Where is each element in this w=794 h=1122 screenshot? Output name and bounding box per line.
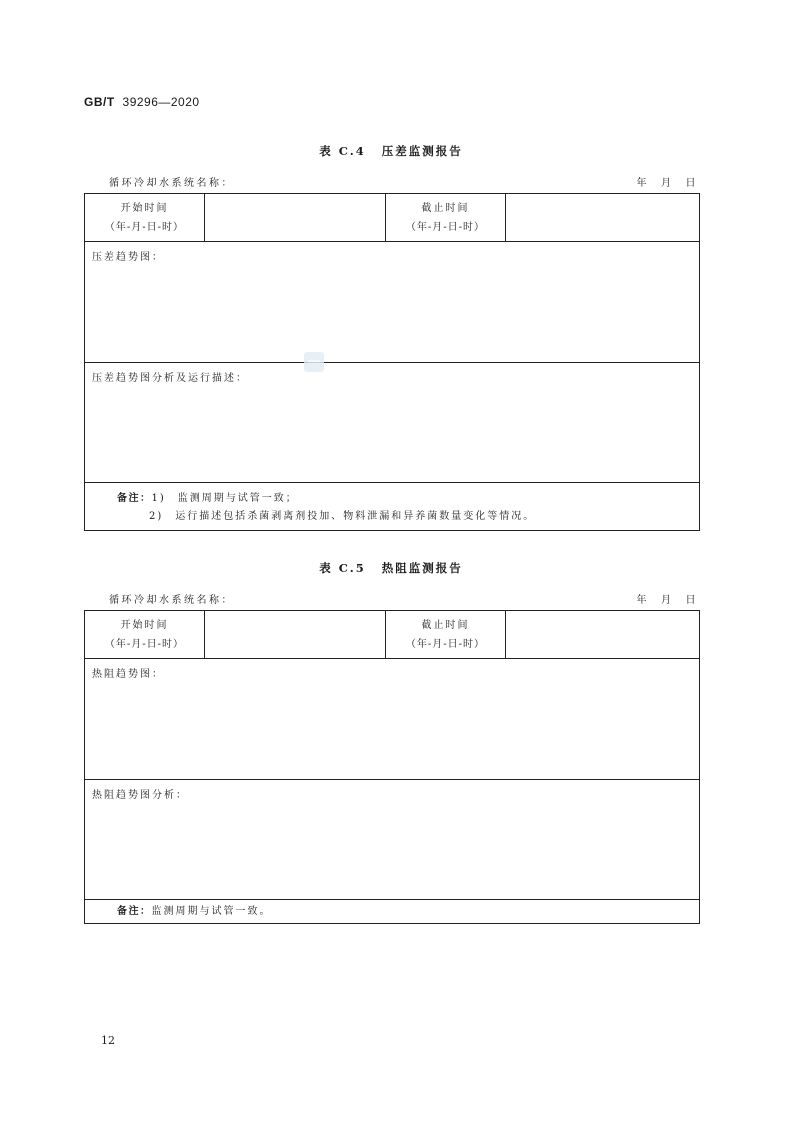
table-c4-meta-row bbox=[84, 174, 698, 188]
start-time-value-cell[interactable] bbox=[205, 611, 386, 659]
date-labels bbox=[625, 591, 699, 606]
table-c5-number: 表 C.5 bbox=[319, 561, 366, 575]
pressure-trend-label: 压差趋势图： bbox=[92, 252, 164, 263]
month-label: 月 bbox=[661, 178, 674, 189]
trend-chart-row bbox=[85, 659, 700, 780]
note-key: 备注： bbox=[117, 906, 152, 917]
note-index: 2) bbox=[149, 511, 164, 522]
standard-number bbox=[84, 95, 200, 109]
pressure-analysis-cell[interactable] bbox=[85, 363, 700, 483]
standard-code: 39296—2020 bbox=[122, 95, 200, 109]
end-time-value-cell[interactable] bbox=[506, 611, 700, 659]
day-label: 日 bbox=[685, 595, 698, 606]
start-time-label: 开始时间 bbox=[120, 202, 169, 214]
end-time-header bbox=[386, 611, 506, 659]
day-label: 日 bbox=[685, 178, 698, 189]
thermal-trend-chart-cell[interactable] bbox=[85, 659, 700, 780]
note-text: 监测周期与试管一致； bbox=[177, 493, 298, 504]
watermark-logo-icon bbox=[304, 352, 324, 372]
pressure-trend-chart-cell[interactable] bbox=[85, 242, 700, 363]
table-c5-title bbox=[84, 560, 698, 576]
date-labels bbox=[625, 174, 699, 189]
time-format-label: （年-月-日-时） bbox=[405, 221, 486, 233]
page-number: 12 bbox=[101, 1034, 115, 1047]
note-index: 1) bbox=[151, 493, 166, 504]
note-text: 监测周期与试管一致。 bbox=[151, 906, 272, 917]
system-name-label: 循环冷却水系统名称： bbox=[109, 595, 234, 606]
note-line-1 bbox=[117, 490, 699, 508]
note-cell bbox=[85, 900, 700, 924]
thermal-analysis-cell[interactable] bbox=[85, 780, 700, 900]
thermal-trend-label: 热阻趋势图： bbox=[92, 669, 164, 680]
time-format-label: （年-月-日-时） bbox=[104, 221, 185, 233]
note-key: 备注： bbox=[117, 493, 152, 504]
month-label: 月 bbox=[661, 595, 674, 606]
time-row bbox=[85, 194, 700, 242]
trend-chart-row bbox=[85, 242, 700, 363]
table-c5-title-text: 热阻监测报告 bbox=[381, 561, 463, 575]
note-row bbox=[85, 900, 700, 924]
note-cell bbox=[85, 483, 700, 531]
start-time-header bbox=[85, 611, 205, 659]
table-c5-meta-row bbox=[84, 591, 698, 605]
time-row bbox=[85, 611, 700, 659]
system-name-label: 循环冷却水系统名称： bbox=[109, 178, 234, 189]
table-c4-title bbox=[84, 143, 698, 159]
end-time-header bbox=[386, 194, 506, 242]
end-time-label: 截止时间 bbox=[421, 619, 470, 631]
start-time-value-cell[interactable] bbox=[205, 194, 386, 242]
table-c4 bbox=[84, 193, 700, 531]
time-format-label: （年-月-日-时） bbox=[104, 638, 185, 650]
year-label: 年 bbox=[636, 178, 649, 189]
end-time-label: 截止时间 bbox=[421, 202, 470, 214]
standard-prefix: GB/T bbox=[84, 95, 115, 109]
thermal-analysis-label: 热阻趋势图分析： bbox=[92, 790, 188, 801]
note-line-2 bbox=[117, 508, 699, 526]
year-label: 年 bbox=[636, 595, 649, 606]
table-c4-title-text: 压差监测报告 bbox=[381, 144, 463, 158]
table-c4-number: 表 C.4 bbox=[319, 144, 366, 158]
analysis-row bbox=[85, 363, 700, 483]
end-time-value-cell[interactable] bbox=[506, 194, 700, 242]
start-time-label: 开始时间 bbox=[120, 619, 169, 631]
start-time-header bbox=[85, 194, 205, 242]
note-text: 运行描述包括杀菌剥离剂投加、物料泄漏和异养菌数量变化等情况。 bbox=[175, 511, 536, 522]
note-row bbox=[85, 483, 700, 531]
table-c5 bbox=[84, 610, 700, 924]
pressure-analysis-label: 压差趋势图分析及运行描述： bbox=[92, 373, 248, 384]
time-format-label: （年-月-日-时） bbox=[405, 638, 486, 650]
analysis-row bbox=[85, 780, 700, 900]
